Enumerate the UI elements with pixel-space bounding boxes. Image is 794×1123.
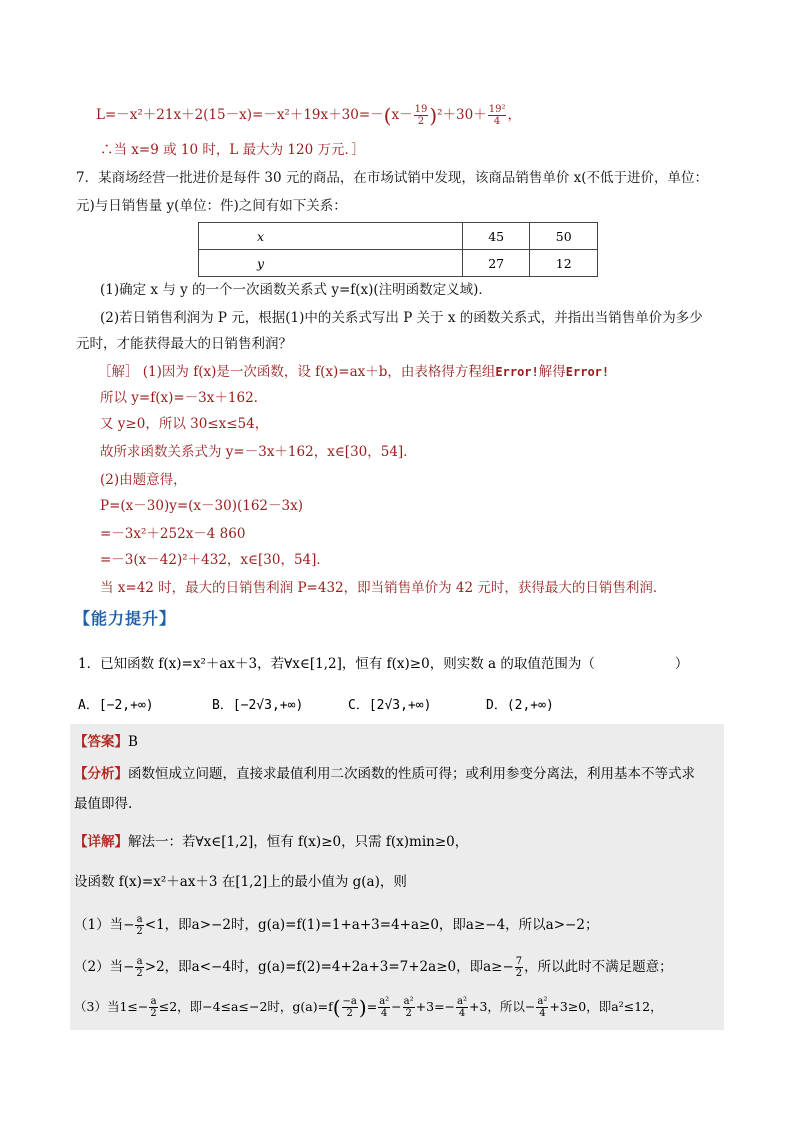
answer-line [74,732,138,752]
table-cell: 27 [462,250,530,277]
case-text: <1，即a>−2时，g(a)=f(1)=1+a+3=4+a≥0，即a≥−4，所以a>−2； [144,917,599,933]
fraction-numerator: 7 [515,956,523,967]
q7-part2-line1: (2)若日销售利润为 P 元，根据(1)中的关系式写出 P 关于 x 的函数关系式，并指出当销售单价为多少 [100,310,703,326]
error-placeholder: Error! [495,365,539,379]
solution-line-8: =－3(x－42)²＋432，x∈[30，54]． [100,552,330,568]
fraction-numerator: 19² [488,104,506,115]
fraction-denominator: 2 [405,1008,412,1019]
case-2-line [74,956,673,979]
solution-line-2: 所以 y=f(x)=－3x＋162. [100,390,258,406]
price-sales-table [198,222,598,277]
case-text: （2）当− [74,959,135,975]
fraction-denominator: 4 [493,116,501,127]
q7-stem-line2: 元)与日销售量 y(单位：件)之间有如下关系： [76,198,347,214]
solution-line-7: =－3x²＋252x－4 860 [100,526,246,542]
error-placeholder: Error! [565,365,610,379]
fraction-a2-4 [378,996,390,1019]
analysis-tag: 【分析】 [74,766,128,782]
q1-stem [78,652,688,672]
case-text: +3≥0，即a²≤12， [549,999,663,1014]
conclusion-line: ∴当 x=9 或 10 时，L 最大为 120 万元．］ [100,142,365,158]
detail-tag: 【详解】 [74,834,128,850]
case-text: ≤2，即−4≤a≤−2时，g(a)=f [158,999,333,1014]
option-text: [−2,+∞) [98,698,154,713]
case-text: （1）当− [74,917,135,933]
fraction-numerator: a² [457,996,467,1007]
solution-line-6: P=(x－30)y=(x－30)(162－3x) [100,498,303,514]
fraction-denominator: 4 [380,1008,388,1019]
case-text: ，所以此时不满足题意； [524,959,673,975]
q1-stem-text: 1．已知函数 f(x)=x²＋ax＋3，若∀x∈[1,2]，恒有 f(x)≥0，则实数 a 的取值范围为（ [78,656,595,672]
case-text: +3=− [415,999,456,1014]
fraction-a-2 [135,956,143,979]
answer-value: B [128,734,138,750]
fraction-a2-4 [536,996,548,1019]
solution-line-3: 又 y≥0，所以 30≤x≤54， [100,416,269,432]
detail-text: 解法一：若∀x∈[1,2]，恒有 f(x)≥0，只需 f(x)min≥0， [128,834,469,850]
fraction-numerator: a² [379,996,390,1007]
fraction-denominator: 2 [136,926,143,937]
profit-expr-part: ， [507,107,521,123]
analysis-line-1 [74,764,695,784]
option-letter: A． [78,698,99,713]
fraction-denominator: 4 [539,1008,546,1019]
option-a [78,694,154,713]
case-text: +3，所以− [469,999,536,1014]
case-1-line [74,914,598,937]
fraction-7-2 [515,956,523,979]
option-d [486,694,554,713]
paren-close: ) [358,995,367,1020]
fraction-numerator: a² [403,996,414,1007]
fraction-numerator: a [136,956,143,967]
option-text: [−2√3,+∞) [232,698,304,713]
case-text: （3）当1≤− [74,999,149,1014]
analysis-line-2: 最值即得. [74,796,133,812]
fraction-numerator: a [136,914,143,925]
table-cell: 12 [530,250,598,277]
fraction-numerator: a² [537,996,548,1007]
solution-line-1 [98,362,609,382]
fraction-numerator: −a [342,996,357,1007]
fraction-a-2 [149,996,157,1019]
option-letter: B． [212,698,233,713]
fraction-a2-4 [456,996,468,1019]
setup-line: 设函数 f(x)=x²＋ax＋3 在[1,2]上的最小值为 g(a)，则 [74,874,407,890]
fraction-a2-2 [403,996,415,1019]
option-b [212,694,303,713]
table-row [199,250,598,277]
fraction-19-2 [414,104,429,127]
option-letter: D． [486,698,507,713]
option-letter: C． [348,698,369,713]
solution-line-5: (2)由题意得， [100,472,187,488]
detail-line [74,832,468,852]
paren-open: ( [383,103,392,128]
paren-close: ) [429,103,438,128]
fraction-denominator: 4 [458,1008,466,1019]
solution-line-4: 故所求函数关系式为 y=－3x＋162，x∈[30，54]． [100,444,417,460]
option-c [348,694,431,713]
q7-part2-line2: 元时，才能获得最大的日销售利润？ [76,336,292,352]
fraction-numerator: a [150,996,157,1007]
solution-line-9: 当 x=42 时，最大的日销售利润 P=432，即当销售单价为 42 元时，获得最大的日销售利润． [100,580,667,596]
profit-expr-part: L=－x²＋21x＋2(15－x)=－x²＋19x＋30=－ [96,107,384,123]
table-cell: x [199,223,463,250]
section-title: 【能力提升】 [74,609,177,628]
solution-text: 解得 [538,364,566,380]
table-cell: 45 [462,223,530,250]
fraction-19sq-4 [488,104,507,127]
fraction-denominator: 2 [136,968,143,979]
table-row [199,223,598,250]
fraction-denominator: 2 [515,968,523,979]
fraction-neg-a-2 [342,996,358,1019]
case-text: = [366,999,378,1014]
profit-expr-part: x－ [391,107,413,123]
case-text: − [391,999,402,1014]
fraction-denominator: 2 [150,1008,157,1019]
q7-stem-line1: 7．某商场经营一批进价是每件 30 元的商品，在市场试销中发现，该商品销售单价 x(不低于进价，单位： [76,170,709,186]
table-cell: y [199,250,463,277]
option-text: (2,+∞) [506,698,554,713]
profit-expr-part: ²＋30＋ [437,107,487,123]
fraction-denominator: 2 [417,116,425,127]
case-text: >2，即a<−4时，g(a)=f(2)=4+2a+3=7+2a≥0，即a≥− [144,959,514,975]
q7-part1: (1)确定 x 与 y 的一个一次函数关系式 y=f(x)(注明函数定义域)． [100,282,492,298]
profit-expression-line [96,104,521,127]
paren-open: ( [332,995,341,1020]
fraction-numerator: 19 [414,104,428,115]
case-3-line [74,996,663,1019]
answer-tag: 【答案】 [74,734,128,750]
table-cell: 50 [530,223,598,250]
option-text: [2√3,+∞) [368,698,432,713]
analysis-text: 函数恒成立问题，直接求最值利用二次函数的性质可得；或利用参变分离法，利用基本不等式求 [128,766,695,782]
fraction-denominator: 2 [346,1008,353,1019]
fraction-a-2 [135,914,143,937]
solution-text: ［解］ (1)因为 f(x)是一次函数，设 f(x)=ax＋b，由表格得方程组 [98,364,496,380]
q1-stem-text: ） [674,656,689,672]
